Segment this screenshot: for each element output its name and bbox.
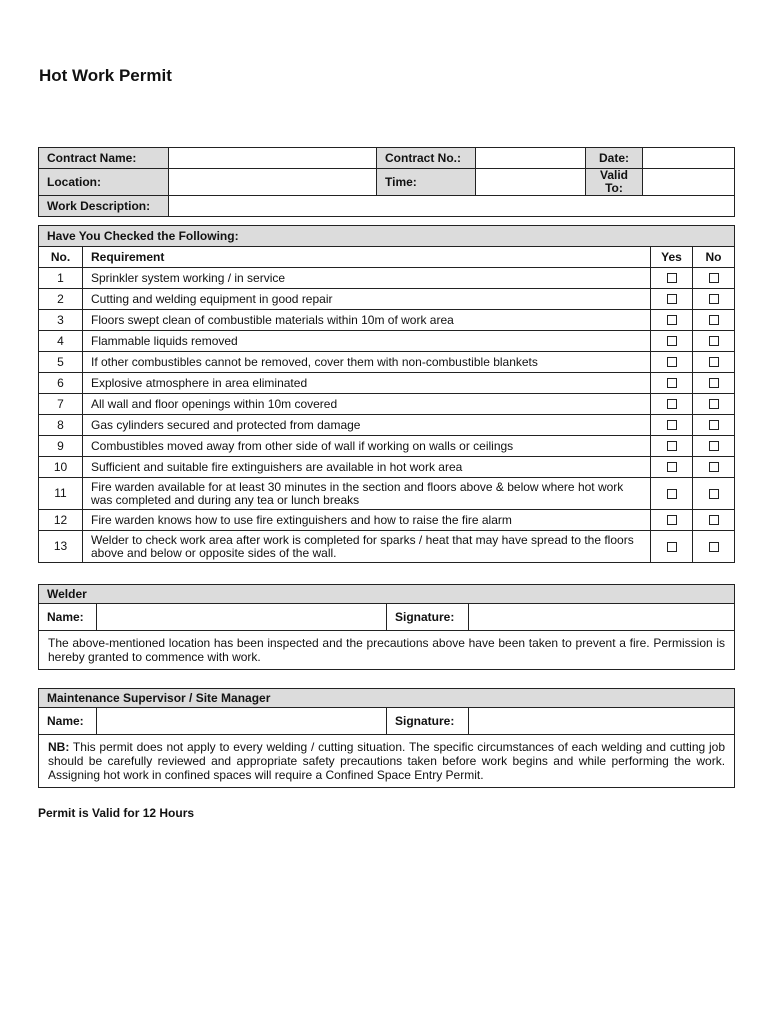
row-number: 10 [39,457,83,478]
row-number: 11 [39,478,83,510]
yes-checkbox[interactable] [667,515,677,525]
table-row [39,268,735,289]
yes-checkbox[interactable] [667,378,677,388]
yes-checkbox[interactable] [667,489,677,499]
row-requirement: Gas cylinders secured and protected from damage [83,415,651,436]
contract-no-label: Contract No.: [377,148,476,169]
table-row [39,436,735,457]
yes-checkbox[interactable] [667,294,677,304]
row-requirement: All wall and floor openings within 10m covered [83,394,651,415]
no-checkbox[interactable] [709,462,719,472]
yes-checkbox[interactable] [667,462,677,472]
row-number: 9 [39,436,83,457]
work-description-label: Work Description: [39,196,169,217]
date-label: Date: [586,148,643,169]
location-field[interactable] [169,169,377,196]
row-number: 12 [39,510,83,531]
row-number: 2 [39,289,83,310]
supervisor-signature-field[interactable] [469,708,735,735]
col-header-no-answer: No [693,247,735,268]
no-checkbox[interactable] [709,399,719,409]
supervisor-note [39,735,735,788]
welder-signature-label: Signature: [387,604,469,631]
welder-section [38,584,735,670]
no-checkbox[interactable] [709,378,719,388]
row-number: 5 [39,352,83,373]
contract-name-field[interactable] [169,148,377,169]
location-label: Location: [39,169,169,196]
table-row [39,531,735,563]
table-row [39,289,735,310]
supervisor-heading: Maintenance Supervisor / Site Manager [39,689,735,708]
no-checkbox[interactable] [709,315,719,325]
supervisor-name-field[interactable] [97,708,387,735]
row-number: 4 [39,331,83,352]
no-checkbox[interactable] [709,273,719,283]
work-description-field[interactable] [169,196,735,217]
table-row [39,373,735,394]
table-row [39,510,735,531]
no-checkbox[interactable] [709,542,719,552]
note-prefix: NB: [48,740,70,754]
time-label: Time: [377,169,476,196]
no-checkbox[interactable] [709,294,719,304]
valid-to-field[interactable] [643,169,735,196]
row-number: 8 [39,415,83,436]
yes-checkbox[interactable] [667,420,677,430]
table-row [39,457,735,478]
row-number: 7 [39,394,83,415]
col-header-requirement: Requirement [83,247,651,268]
row-requirement: Fire warden knows how to use fire extinguishers and how to raise the fire alarm [83,510,651,531]
row-requirement: Combustibles moved away from other side of wall if working on walls or ceilings [83,436,651,457]
welder-name-field[interactable] [97,604,387,631]
row-requirement: Floors swept clean of combustible materials within 10m of work area [83,310,651,331]
table-row [39,394,735,415]
welder-note: The above-mentioned location has been inspected and the precautions above have been taken to prevent a fire. Permission is hereby granted to commence with work. [39,631,735,670]
table-row [39,352,735,373]
yes-checkbox[interactable] [667,315,677,325]
welder-heading: Welder [39,585,735,604]
row-number: 6 [39,373,83,394]
yes-checkbox[interactable] [667,273,677,283]
validity-note: Permit is Valid for 12 Hours [38,806,195,820]
checklist-table [38,225,735,563]
row-requirement: Welder to check work area after work is completed for sparks / heat that may have spread to the floors above and below or opposite sides of the wall. [83,531,651,563]
yes-checkbox[interactable] [667,357,677,367]
row-requirement: Explosive atmosphere in area eliminated [83,373,651,394]
checklist-heading: Have You Checked the Following: [39,226,735,247]
row-requirement: Fire warden available for at least 30 minutes in the section and floors above & below where hot work was completed and during any tea or lunch breaks [83,478,651,510]
note-text: This permit does not apply to every welding / cutting situation. The specific circumstances of each welding and cutting job should be carefully reviewed and appropriate safety precautions taken before work begins and while performing the work. Assigning hot work in confined spaces will require a Confined Space Entry Permit. [48,740,726,782]
no-checkbox[interactable] [709,441,719,451]
time-field[interactable] [476,169,586,196]
no-checkbox[interactable] [709,420,719,430]
contract-info-table [38,147,735,217]
yes-checkbox[interactable] [667,399,677,409]
page-title: Hot Work Permit [39,66,172,85]
col-header-no: No. [39,247,83,268]
date-field[interactable] [643,148,735,169]
col-header-yes: Yes [651,247,693,268]
no-checkbox[interactable] [709,336,719,346]
row-requirement: Cutting and welding equipment in good repair [83,289,651,310]
no-checkbox[interactable] [709,489,719,499]
row-requirement: If other combustibles cannot be removed, cover them with non-combustible blankets [83,352,651,373]
welder-name-label: Name: [39,604,97,631]
no-checkbox[interactable] [709,515,719,525]
yes-checkbox[interactable] [667,441,677,451]
table-row [39,415,735,436]
valid-to-label: Valid To: [586,169,643,196]
row-number: 1 [39,268,83,289]
welder-signature-field[interactable] [469,604,735,631]
supervisor-name-label: Name: [39,708,97,735]
row-number: 3 [39,310,83,331]
yes-checkbox[interactable] [667,336,677,346]
table-row [39,331,735,352]
yes-checkbox[interactable] [667,542,677,552]
row-requirement: Flammable liquids removed [83,331,651,352]
supervisor-signature-label: Signature: [387,708,469,735]
row-requirement: Sprinkler system working / in service [83,268,651,289]
row-number: 13 [39,531,83,563]
row-requirement: Sufficient and suitable fire extinguishers are available in hot work area [83,457,651,478]
contract-no-field[interactable] [476,148,586,169]
table-row [39,478,735,510]
no-checkbox[interactable] [709,357,719,367]
table-row [39,310,735,331]
supervisor-section [38,688,735,788]
contract-name-label: Contract Name: [39,148,169,169]
